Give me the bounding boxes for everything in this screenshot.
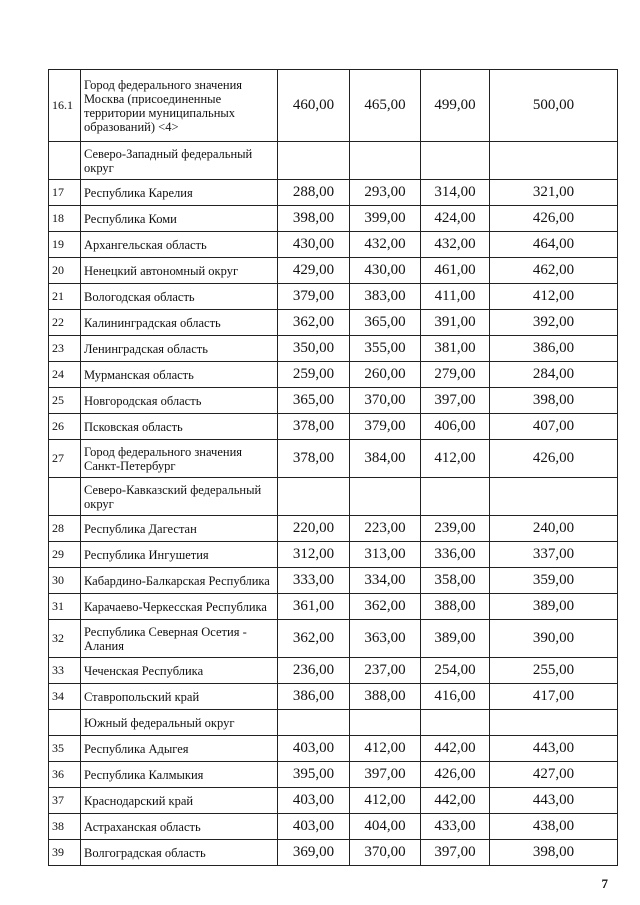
value-cell: 240,00 [490,516,618,542]
value-cell: 426,00 [421,762,490,788]
value-cell: 500,00 [490,70,618,142]
table-row [49,594,618,620]
value-cell: 432,00 [421,232,490,258]
table-row [49,258,618,284]
region-name: Кабардино-Балкарская Республика [81,568,278,594]
value-cell: 388,00 [350,684,421,710]
value-cell: 438,00 [490,814,618,840]
region-name: Ненецкий автономный округ [81,258,278,284]
value-cell: 314,00 [421,180,490,206]
table-row [49,206,618,232]
value-cell: 404,00 [350,814,421,840]
region-name: Ленинградская область [81,336,278,362]
page-number: 7 [601,876,608,891]
value-cell: 429,00 [278,258,350,284]
region-name: Карачаево-Черкесская Республика [81,594,278,620]
value-cell: 288,00 [278,180,350,206]
row-number [49,710,81,736]
value-cell: 388,00 [421,594,490,620]
row-number: 24 [49,362,81,388]
value-cell [278,478,350,516]
value-cell: 334,00 [350,568,421,594]
table-row [49,336,618,362]
district-header-row [49,142,618,180]
row-number: 29 [49,542,81,568]
table-row [49,388,618,414]
value-cell: 255,00 [490,658,618,684]
value-cell: 384,00 [350,440,421,478]
row-number: 21 [49,284,81,310]
row-number: 17 [49,180,81,206]
value-cell [421,142,490,180]
region-name: Новгородская область [81,388,278,414]
region-name: Южный федеральный округ [81,710,278,736]
district-header-row [49,478,618,516]
row-number: 27 [49,440,81,478]
region-name: Калининградская область [81,310,278,336]
value-cell: 417,00 [490,684,618,710]
value-cell: 499,00 [421,70,490,142]
value-cell [490,478,618,516]
value-cell: 443,00 [490,788,618,814]
district-header-row [49,710,618,736]
value-cell: 362,00 [278,310,350,336]
value-cell: 337,00 [490,542,618,568]
value-cell: 390,00 [490,620,618,658]
value-cell: 284,00 [490,362,618,388]
region-name: Город федерального значения Москва (присоединенные территории муниципальных образований) <4> [81,70,278,142]
table-row [49,814,618,840]
table-row [49,440,618,478]
table-row [49,362,618,388]
value-cell: 336,00 [421,542,490,568]
value-cell: 426,00 [490,206,618,232]
row-number: 30 [49,568,81,594]
value-cell: 411,00 [421,284,490,310]
value-cell [350,710,421,736]
row-number: 31 [49,594,81,620]
value-cell: 313,00 [350,542,421,568]
value-cell: 369,00 [278,840,350,866]
value-cell: 398,00 [490,840,618,866]
value-cell: 430,00 [278,232,350,258]
value-cell: 362,00 [278,620,350,658]
value-cell: 399,00 [350,206,421,232]
value-cell: 465,00 [350,70,421,142]
value-cell: 397,00 [350,762,421,788]
value-cell: 312,00 [278,542,350,568]
value-cell [350,142,421,180]
region-name: Астраханская область [81,814,278,840]
value-cell: 254,00 [421,658,490,684]
region-name: Республика Дагестан [81,516,278,542]
row-number: 33 [49,658,81,684]
row-number: 35 [49,736,81,762]
value-cell: 365,00 [278,388,350,414]
row-number: 23 [49,336,81,362]
value-cell: 378,00 [278,440,350,478]
value-cell: 442,00 [421,788,490,814]
value-cell: 379,00 [350,414,421,440]
region-name: Северо-Кавказский федеральный округ [81,478,278,516]
value-cell: 239,00 [421,516,490,542]
value-cell: 386,00 [490,336,618,362]
value-cell: 407,00 [490,414,618,440]
table-row [49,284,618,310]
table-row [49,310,618,336]
value-cell: 416,00 [421,684,490,710]
value-cell: 412,00 [490,284,618,310]
row-number: 25 [49,388,81,414]
table-row [49,620,618,658]
value-cell: 412,00 [350,788,421,814]
value-cell [421,478,490,516]
row-number: 38 [49,814,81,840]
row-number: 36 [49,762,81,788]
value-cell: 381,00 [421,336,490,362]
tariff-table [48,69,618,866]
table-body [49,70,618,866]
value-cell: 403,00 [278,788,350,814]
region-name: Республика Калмыкия [81,762,278,788]
row-number: 28 [49,516,81,542]
value-cell: 355,00 [350,336,421,362]
region-name: Псковская область [81,414,278,440]
value-cell: 363,00 [350,620,421,658]
value-cell: 464,00 [490,232,618,258]
table-row [49,658,618,684]
table-row [49,840,618,866]
region-name: Краснодарский край [81,788,278,814]
value-cell: 406,00 [421,414,490,440]
table-row [49,232,618,258]
value-cell: 433,00 [421,814,490,840]
table-row [49,542,618,568]
region-name: Архангельская область [81,232,278,258]
value-cell: 383,00 [350,284,421,310]
value-cell [421,710,490,736]
region-name: Республика Ингушетия [81,542,278,568]
table-row [49,684,618,710]
region-name: Ставропольский край [81,684,278,710]
value-cell: 398,00 [490,388,618,414]
value-cell: 386,00 [278,684,350,710]
value-cell: 260,00 [350,362,421,388]
value-cell: 389,00 [421,620,490,658]
value-cell: 412,00 [421,440,490,478]
value-cell: 223,00 [350,516,421,542]
value-cell: 259,00 [278,362,350,388]
value-cell: 424,00 [421,206,490,232]
row-number: 19 [49,232,81,258]
value-cell: 397,00 [421,840,490,866]
value-cell: 427,00 [490,762,618,788]
row-number: 20 [49,258,81,284]
value-cell: 403,00 [278,736,350,762]
value-cell [490,710,618,736]
value-cell: 361,00 [278,594,350,620]
region-name: Северо-Западный федеральный округ [81,142,278,180]
table-row [49,788,618,814]
row-number [49,478,81,516]
value-cell [278,710,350,736]
value-cell: 389,00 [490,594,618,620]
row-number: 16.1 [49,70,81,142]
region-name: Чеченская Республика [81,658,278,684]
table-row [49,414,618,440]
region-name: Мурманская область [81,362,278,388]
value-cell: 279,00 [421,362,490,388]
value-cell: 391,00 [421,310,490,336]
value-cell: 237,00 [350,658,421,684]
value-cell: 333,00 [278,568,350,594]
value-cell: 442,00 [421,736,490,762]
value-cell [490,142,618,180]
value-cell: 460,00 [278,70,350,142]
value-cell: 359,00 [490,568,618,594]
row-number: 37 [49,788,81,814]
value-cell: 365,00 [350,310,421,336]
value-cell: 370,00 [350,388,421,414]
row-number: 18 [49,206,81,232]
value-cell: 462,00 [490,258,618,284]
value-cell: 293,00 [350,180,421,206]
table-row [49,762,618,788]
row-number: 32 [49,620,81,658]
region-name: Республика Коми [81,206,278,232]
value-cell: 370,00 [350,840,421,866]
value-cell: 432,00 [350,232,421,258]
value-cell: 403,00 [278,814,350,840]
table-row [49,70,618,142]
value-cell: 461,00 [421,258,490,284]
region-name: Город федерального значения Санкт-Петербург [81,440,278,478]
row-number: 22 [49,310,81,336]
value-cell: 398,00 [278,206,350,232]
region-name: Республика Северная Осетия - Алания [81,620,278,658]
value-cell: 236,00 [278,658,350,684]
value-cell: 358,00 [421,568,490,594]
value-cell: 220,00 [278,516,350,542]
row-number: 34 [49,684,81,710]
value-cell: 412,00 [350,736,421,762]
row-number: 39 [49,840,81,866]
region-name: Республика Адыгея [81,736,278,762]
table-row [49,736,618,762]
value-cell [350,478,421,516]
table-row [49,568,618,594]
value-cell: 378,00 [278,414,350,440]
value-cell: 321,00 [490,180,618,206]
row-number [49,142,81,180]
region-name: Волгоградская область [81,840,278,866]
value-cell: 426,00 [490,440,618,478]
value-cell: 430,00 [350,258,421,284]
region-name: Вологодская область [81,284,278,310]
value-cell [278,142,350,180]
value-cell: 397,00 [421,388,490,414]
value-cell: 395,00 [278,762,350,788]
value-cell: 379,00 [278,284,350,310]
value-cell: 350,00 [278,336,350,362]
value-cell: 362,00 [350,594,421,620]
row-number: 26 [49,414,81,440]
value-cell: 392,00 [490,310,618,336]
table-row [49,516,618,542]
table-row [49,180,618,206]
region-name: Республика Карелия [81,180,278,206]
value-cell: 443,00 [490,736,618,762]
